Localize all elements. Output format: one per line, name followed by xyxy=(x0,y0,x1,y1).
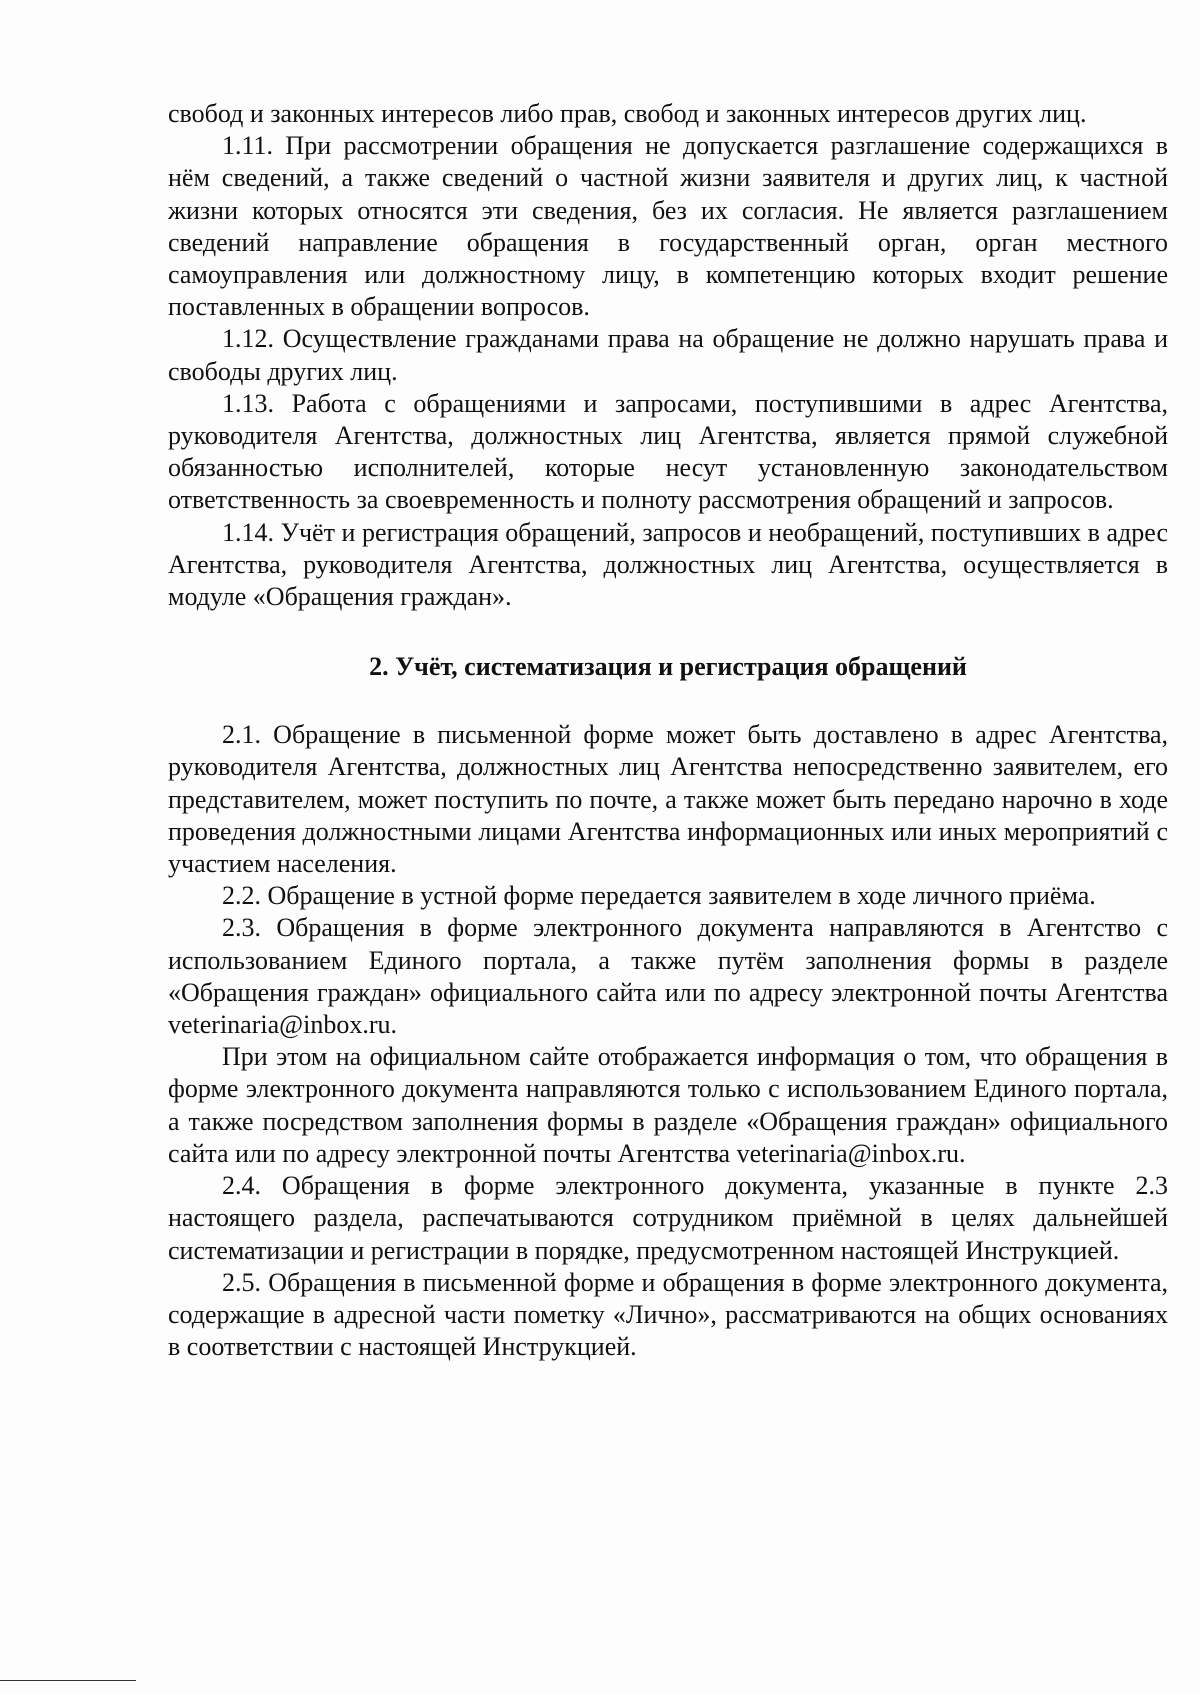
footer-divider xyxy=(0,1680,136,1681)
paragraph-1-12: 1.12. Осуществление гражданами права на обращение не должно нарушать права и свободы других лиц. xyxy=(168,324,1168,386)
section-heading: 2. Учёт, систематизация и регистрация обращений xyxy=(369,652,967,682)
paragraph-2-5: 2.5. Обращения в письменной форме и обращения в форме электронного документа, содержащие в адресной части пометку «Лично», рассматриваются на общих основаниях в соответствии с настоящей Инструкцией. xyxy=(168,1267,1168,1362)
paragraph-2-1: 2.1. Обращение в письменной форме может быть доставлено в адрес Агентства, руководителя Агентства, должностных лиц Агентства непосредственно заявителем, его представителем, может поступить по почте, а также может быть передано нарочно в ходе проведения должностными лицами Агентства информационных или иных мероприятий с участием населения. xyxy=(168,720,1168,879)
document-body xyxy=(168,98,1168,1363)
paragraph-1-13: 1.13. Работа с обращениями и запросами, поступившими в адрес Агентства, руководителя Агентства, должностных лиц Агентства, является прямой служебной обязанностью исполнителей, которые несут установленную законодательством ответственность за своевременность и полноту рассмотрения обращений и запросов. xyxy=(168,388,1168,515)
paragraph-1-11: 1.11. При рассмотрении обращения не допускается разглашение содержащихся в нём сведений, а также сведений о частной жизни заявителя и других лиц, к частной жизни которых относятся эти сведения, без их согласия. Не является разглашением сведений направление обращения в государственный орган, орган местного самоуправления или должностному лицу, в компетенцию которых входит решение поставленных в обращении вопросов. xyxy=(168,131,1168,322)
paragraph-2-4: 2.4. Обращения в форме электронного документа, указанные в пункте 2.3 настоящего раздела, распечатываются сотрудником приёмной в целях дальнейшей систематизации и регистрации в порядке, предусмотренном настоящей Инструкцией. xyxy=(168,1171,1168,1265)
paragraph-2-3-note: При этом на официальном сайте отображается информация о том, что обращения в форме электронного документа направляются только с использованием Единого портала, а также посредством заполнения формы в разделе «Обращения граждан» официального сайта или по адресу электронной почты Агентства veterinaria@inbox.ru. xyxy=(168,1042,1168,1168)
paragraph-1-14: 1.14. Учёт и регистрация обращений, запросов и необращений, поступивших в адрес Агентства, руководителя Агентства, должностных лиц Агентства, осуществляется в модуле «Обращения граждан». xyxy=(168,517,1168,612)
paragraph-2-2: 2.2. Обращение в устной форме передается заявителем в ходе личного приёма. xyxy=(222,881,1096,911)
paragraph-continuation: свобод и законных интересов либо прав, свобод и законных интересов других лиц. xyxy=(168,99,1087,128)
paragraph-2-3: 2.3. Обращения в форме электронного документа направляются в Агентство с использованием Единого портала, а также путём заполнения формы в разделе «Обращения граждан» официального сайта или по адресу электронной почты Агентства veterinaria@inbox.ru. xyxy=(168,913,1168,1040)
